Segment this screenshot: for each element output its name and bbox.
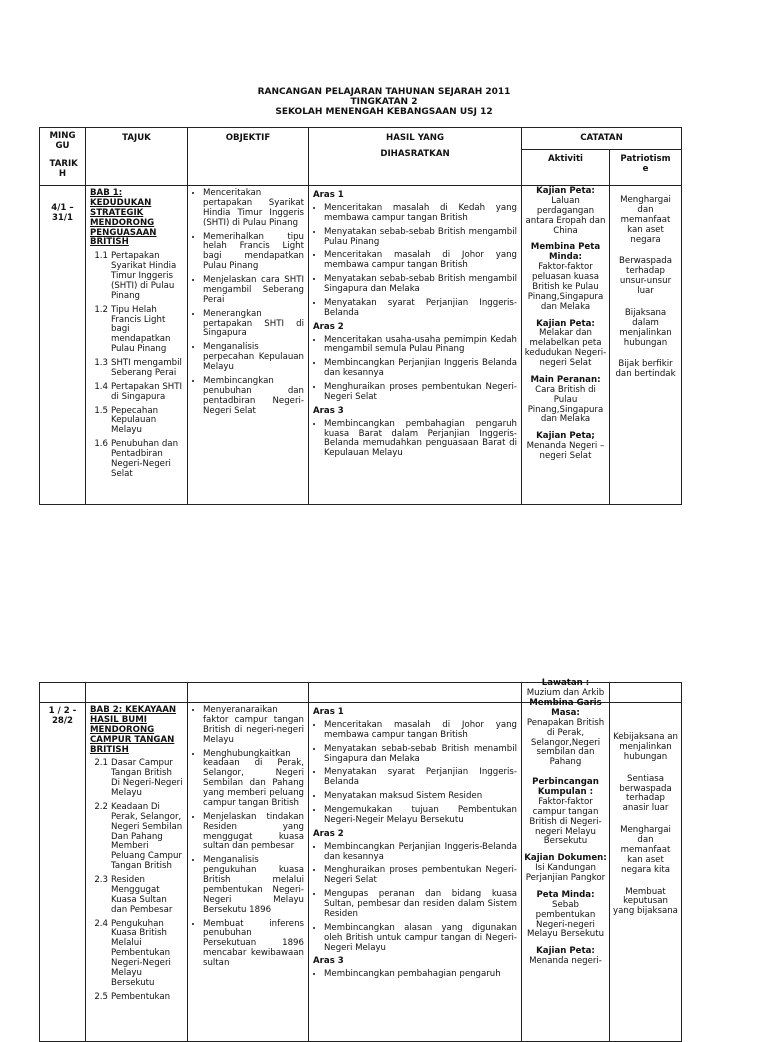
subtopic-text: Tipu Helah Francis Light bagi mendapatkan Pulau Pinang — [111, 304, 171, 355]
hasil-item: • Membincangkan alasan yang digunakan oleh British untuk campur tangan di Negeri-Negeri Melayu — [324, 924, 517, 954]
hasil-item: • Menceritakan usaha-usaha pemimpin Kedah mengambil semula Pulau Pinang — [324, 336, 517, 356]
hasil-item: • Menghuraikan proses pembentukan Negeri-Negeri Selat — [324, 383, 517, 403]
aktiviti-heading: Kajian Peta; — [536, 431, 595, 442]
aktiviti-heading: Lawatan : — [541, 678, 590, 688]
patriotisme-item: Menghargai dan memanfaat kan aset negara kita — [620, 825, 671, 875]
row2-subtopic — [90, 993, 183, 1003]
aktiviti-block — [524, 891, 607, 940]
col-minggu-label: MING GU — [49, 131, 76, 151]
patriotisme-item: Menghargai dan memanfaat kan aset negara — [620, 195, 671, 245]
aktiviti-text: Menanda Negeri – negeri Selat — [526, 441, 605, 461]
row1-hasil-cell — [309, 186, 522, 505]
row2-hasil-cell — [309, 703, 522, 1042]
aktiviti-block — [524, 854, 607, 884]
subtopic-text: Pengukuhan Kuasa British Melalui Pembentukan Negeri-Negeri Melayu Bersekutu — [111, 918, 171, 988]
row1-subtopic — [90, 359, 183, 379]
row2-objektif-list — [192, 706, 304, 969]
row1-subtopic — [90, 306, 183, 355]
row2-subtopic — [90, 759, 183, 799]
objektif-item: • Menceritakan pertapakan Syarikat Hindia Timur Inggeris (SHTI) di Pulau Pinang — [203, 189, 304, 229]
row1-objektif-cell — [188, 186, 309, 505]
subtopic-number: 1.2 — [94, 304, 108, 315]
aktiviti-block — [524, 432, 607, 462]
row2-date-cell — [40, 703, 86, 1042]
row1-subtopic — [90, 383, 183, 403]
row2-subtopic — [90, 920, 183, 989]
hasil-item: • Membincangkan pembahagian pengaruh — [324, 970, 517, 980]
subtopic-text: Keadaan Di Perak, Selangor, Negeri Sembilan Dan Pahang Memberi Peluang Campur Tangan British — [111, 801, 183, 872]
row2-subtopic-list — [90, 759, 183, 1002]
col-patriotisme-label: Patriotism e — [620, 154, 671, 174]
subtopic-number: 1.6 — [94, 439, 108, 450]
aras-heading: Aras 1 — [313, 190, 344, 200]
subtopic-number: 2.2 — [94, 801, 108, 812]
row1-aras3-list — [313, 420, 517, 460]
patriotisme-item: Bijaksana dalam menjalinkan hubungan — [619, 307, 672, 348]
aktiviti-block — [524, 699, 607, 768]
row1-bab-title: BAB 1: KEDUDUKAN STRATEGIK MENDORONG PENGUASAAN BRITISH — [90, 188, 157, 248]
objektif-item: • Membincangkan penubuhan dan pentadbiran Negeri-Negeri Selat — [203, 377, 304, 417]
subtopic-number: 2.3 — [94, 875, 108, 885]
row1-subtopic — [90, 252, 183, 301]
plan-table-1 — [39, 127, 682, 505]
aktiviti-heading: Kajian Peta: — [536, 186, 595, 196]
objektif-item: • Menyeranaraikan faktor campur tangan British di negeri-negeri Melayu — [203, 706, 304, 746]
subtopic-text: Pembentukan — [111, 991, 171, 1002]
row1-date-cell — [40, 186, 86, 505]
col-objektif-label: OBJEKTIF — [225, 133, 271, 143]
row2-blank-cell — [40, 683, 86, 703]
col-tajuk — [86, 128, 188, 186]
subtopic-number: 1.5 — [94, 405, 108, 416]
row1-patriotisme-cell — [610, 186, 682, 505]
row2-objektif-cell — [188, 703, 309, 1042]
aktiviti-text: Menanda negeri- — [529, 956, 602, 967]
row1-tajuk-cell — [86, 186, 188, 505]
aras-heading: Aras 3 — [313, 956, 344, 967]
objektif-item: • Menganalisis perpecahan Kepulauan Melayu — [203, 343, 304, 373]
row2-aras2-list — [313, 843, 517, 954]
hasil-item: • Menyatakan sebab-sebab British mengambil Pulau Pinang — [324, 228, 517, 248]
aktiviti-text: Faktor-faktor campur tangan British di Negeri-negeri Melayu Bersekutu — [529, 796, 602, 847]
subtopic-number: 2.1 — [94, 758, 108, 769]
aktiviti-heading: Perbincangan Kumpulan : — [532, 777, 599, 797]
aktiviti-text: Isi Kandungan Perjanjian Pangkor — [525, 863, 606, 883]
col-objektif — [188, 128, 309, 186]
row2-subtopic — [90, 876, 183, 916]
objektif-item: • Menerangkan pertapakan SHTI di Singapura — [203, 310, 304, 340]
aktiviti-text: Penapakan British di Perak, Selangor,Negeri sembilan dan Pahang — [526, 717, 605, 768]
col-hasil — [309, 128, 522, 186]
subtopic-text: Pepecahan Kepulauan Melayu — [111, 405, 159, 436]
subtopic-number: 2.5 — [94, 991, 108, 1002]
row1-subtopic — [90, 440, 183, 480]
aktiviti-text: Melakar dan melabelkan peta kedudukan Negeri-negeri Selat — [524, 328, 607, 368]
patriotisme-item: Bijak berfikir dan bertindak — [615, 359, 676, 380]
col-tarikh-label: TARIK H — [49, 158, 78, 179]
aras-heading: Aras 3 — [313, 405, 344, 416]
aktiviti-heading: Kajian Dokumen: — [524, 853, 607, 864]
row1-objektif-list — [192, 189, 304, 416]
aktiviti-block — [524, 376, 607, 425]
row2-bab-title: BAB 2: KEKAYAAN HASIL BUMI MENDORONG CAMPUR TANGAN BRITISH — [90, 705, 177, 755]
hasil-item: • Menceritakan masalah di Johor yang membawa campur tangan British — [324, 721, 517, 741]
hasil-item: • Membincangkan Perjanjian Inggeris Belanda dan kesannya — [324, 359, 517, 379]
aktiviti-heading: Membina Garis Masa: — [529, 698, 602, 718]
row2-aras3-list — [313, 970, 517, 980]
aktiviti-text: Muzium dan Arkib — [526, 687, 605, 698]
hasil-item: • Mengupas peranan dan bidang kuasa Sultan, pembesar dan residen dalam Sistem Residen — [324, 890, 517, 920]
aktiviti-heading: Peta Minda: — [536, 889, 595, 900]
row2-blank-cell — [188, 683, 309, 703]
row2-patriotisme-cell — [610, 703, 682, 1042]
subtopic-text: Pertapakan Syarikat Hindia Timur Inggeris (SHTI) di Pulau Pinang — [111, 251, 177, 301]
plan-table-2 — [39, 678, 682, 1042]
doc-title-line2: TINGKATAN 2 — [350, 97, 418, 107]
subtopic-text: Penubuhan dan Pentadbiran Negeri-Negeri Selat — [111, 439, 179, 479]
row1-date: 4/1 – 31/1 — [51, 203, 74, 223]
objektif-item: • Menjelaskan cara SHTI mengambil Seberang Perai — [203, 276, 304, 306]
patriotisme-item: Kebijaksana an menjalinkan hubungan — [613, 732, 678, 762]
hasil-item: • Menyatakan syarat Perjanjian Inggeris-Belanda — [324, 299, 517, 319]
aktiviti-text: Laluan perdagangan antara Eropah dan China — [525, 195, 606, 236]
subtopic-text: Dasar Campur Tangan British Di Negeri-Negeri Melayu — [111, 758, 183, 798]
aktiviti-text: Sebab pembentukan Negeri-negeri Melayu Bersekutu — [526, 899, 605, 940]
aktiviti-heading: Kajian Peta: — [536, 318, 595, 329]
row1-subtopic-list — [90, 252, 183, 479]
aktiviti-text: Faktor-faktor peluasan kuasa British ke Pulau Pinang,Singapura dan Melaka — [527, 262, 604, 312]
aktiviti-block — [524, 243, 607, 312]
row2-subtopic — [90, 803, 183, 872]
hasil-item: • Menyatakan sebab-sebab British menambil Singapura dan Melaka — [324, 745, 517, 765]
hasil-item: • Menceritakan masalah di Kedah yang membawa campur tangan British — [324, 204, 517, 224]
aktiviti-heading: Main Peranan: — [530, 374, 601, 385]
aktiviti-block — [524, 320, 607, 369]
aktiviti-text: Cara British di Pulau Pinang,Singapura dan Melaka — [527, 384, 604, 425]
col-minggu-tarikh — [40, 128, 86, 186]
row2-aktiviti-cell — [522, 698, 610, 1042]
col-catatan-label: CATATAN — [580, 132, 623, 143]
patriotisme-item: Berwaspada terhadap unsur-unsur luar — [619, 256, 672, 296]
objektif-item: • Menjelaskan tindakan Residen yang menggugat kuasa sultan dan pembesar — [203, 813, 304, 853]
objektif-item: • Menghubungkaitkan keadaan di Perak, Selangor, Negeri Sembilan dan Pahang yang memberi peluang campur tangan British — [203, 750, 304, 809]
col-tajuk-label: TAJUK — [122, 133, 151, 143]
subtopic-text: Residen Menggugat Kuasa Sultan dan Pembesar — [111, 875, 173, 915]
hasil-item: • Menceritakan masalah di Johor yang membawa campur tangan British — [324, 251, 517, 271]
aktiviti-block — [524, 778, 607, 847]
objektif-item: • Menganalisis pengukuhan kuasa British melalui pembentukan Negeri-Negeri Melayu Bersekutu 1896 — [203, 856, 304, 915]
objektif-item: • Membuat inferens penubuhan Persekutuan 1896 mencabar kewibawaan sultan — [203, 920, 304, 969]
row1-aras1-list — [313, 204, 517, 319]
col-patriotisme — [610, 150, 682, 186]
row2-blank-cell — [309, 683, 522, 703]
row2-blank-cell — [86, 683, 188, 703]
col-aktiviti-label: Aktiviti — [547, 154, 584, 164]
row2-aras1-list — [313, 721, 517, 826]
objektif-item: • Memerihalkan tipu helah Francis Light bagi mendapatkan Pulau Pinang — [203, 233, 304, 273]
hasil-item: • Membincangkan pembahagian pengaruh kuasa Barat dalam Perjanjian Inggeris-Belanda memudahkan penguasaan Barat di Kepulauan Melayu — [324, 420, 517, 460]
patriotisme-item: Sentiasa berwaspada terhadap anasir luar — [619, 773, 672, 814]
hasil-item: • Menghuraikan proses pembentukan Negeri-Negeri Selat — [324, 866, 517, 886]
subtopic-text: SHTI mengambil Seberang Perai — [111, 358, 182, 378]
row1-subtopic — [90, 407, 183, 437]
aras-heading: Aras 1 — [313, 707, 344, 717]
hasil-item: • Menyatakan sebab-sebab British mengambil Singapura dan Melaka — [324, 275, 517, 295]
hasil-item: • Membincangkan Perjanjian Inggeris-Belanda dan kesannya — [324, 843, 517, 863]
subtopic-number: 1.4 — [94, 381, 108, 392]
patriotisme-item: Membuat keputusan yang bijaksana — [613, 886, 678, 917]
col-hasil-label-2: DIHASRATKAN — [380, 148, 450, 159]
aktiviti-heading: Membina Peta Minda: — [530, 242, 601, 263]
doc-title-line3: SEKOLAH MENENGAH KEBANGSAAN USJ 12 — [275, 107, 493, 117]
subtopic-number: 2.4 — [94, 918, 108, 929]
row2-date: 1 / 2 - 28/2 — [48, 706, 77, 726]
doc-title-line1: RANCANGAN PELAJARAN TAHUNAN SEJARAH 2011 — [257, 87, 511, 97]
aktiviti-heading: Kajian Peta: — [536, 946, 595, 957]
row1-aktiviti-cell — [522, 186, 610, 505]
col-catatan — [522, 128, 682, 150]
row1-aras2-list — [313, 336, 517, 403]
subtopic-text: Pertapakan SHTI di Singapura — [111, 381, 183, 402]
aktiviti-block — [524, 187, 607, 236]
row2-blank-cell — [610, 683, 682, 703]
hasil-item: • Menyatakan maksud Sistem Residen — [324, 792, 517, 802]
row2-tajuk-cell — [86, 703, 188, 1042]
col-aktiviti — [522, 150, 610, 186]
subtopic-number: 1.3 — [94, 358, 108, 368]
col-hasil-label-1: HASIL YANG — [386, 133, 444, 143]
aras-heading: Aras 2 — [313, 321, 344, 332]
aktiviti-block — [524, 947, 607, 967]
subtopic-number: 1.1 — [94, 251, 108, 262]
hasil-item: • Menyatakan syarat Perjanjian Inggeris-Belanda — [324, 768, 517, 788]
hasil-item: • Mengemukakan tujuan Pembentukan Negeri-Negeir Melayu Bersekutu — [324, 806, 517, 826]
aras-heading: Aras 2 — [313, 828, 344, 839]
